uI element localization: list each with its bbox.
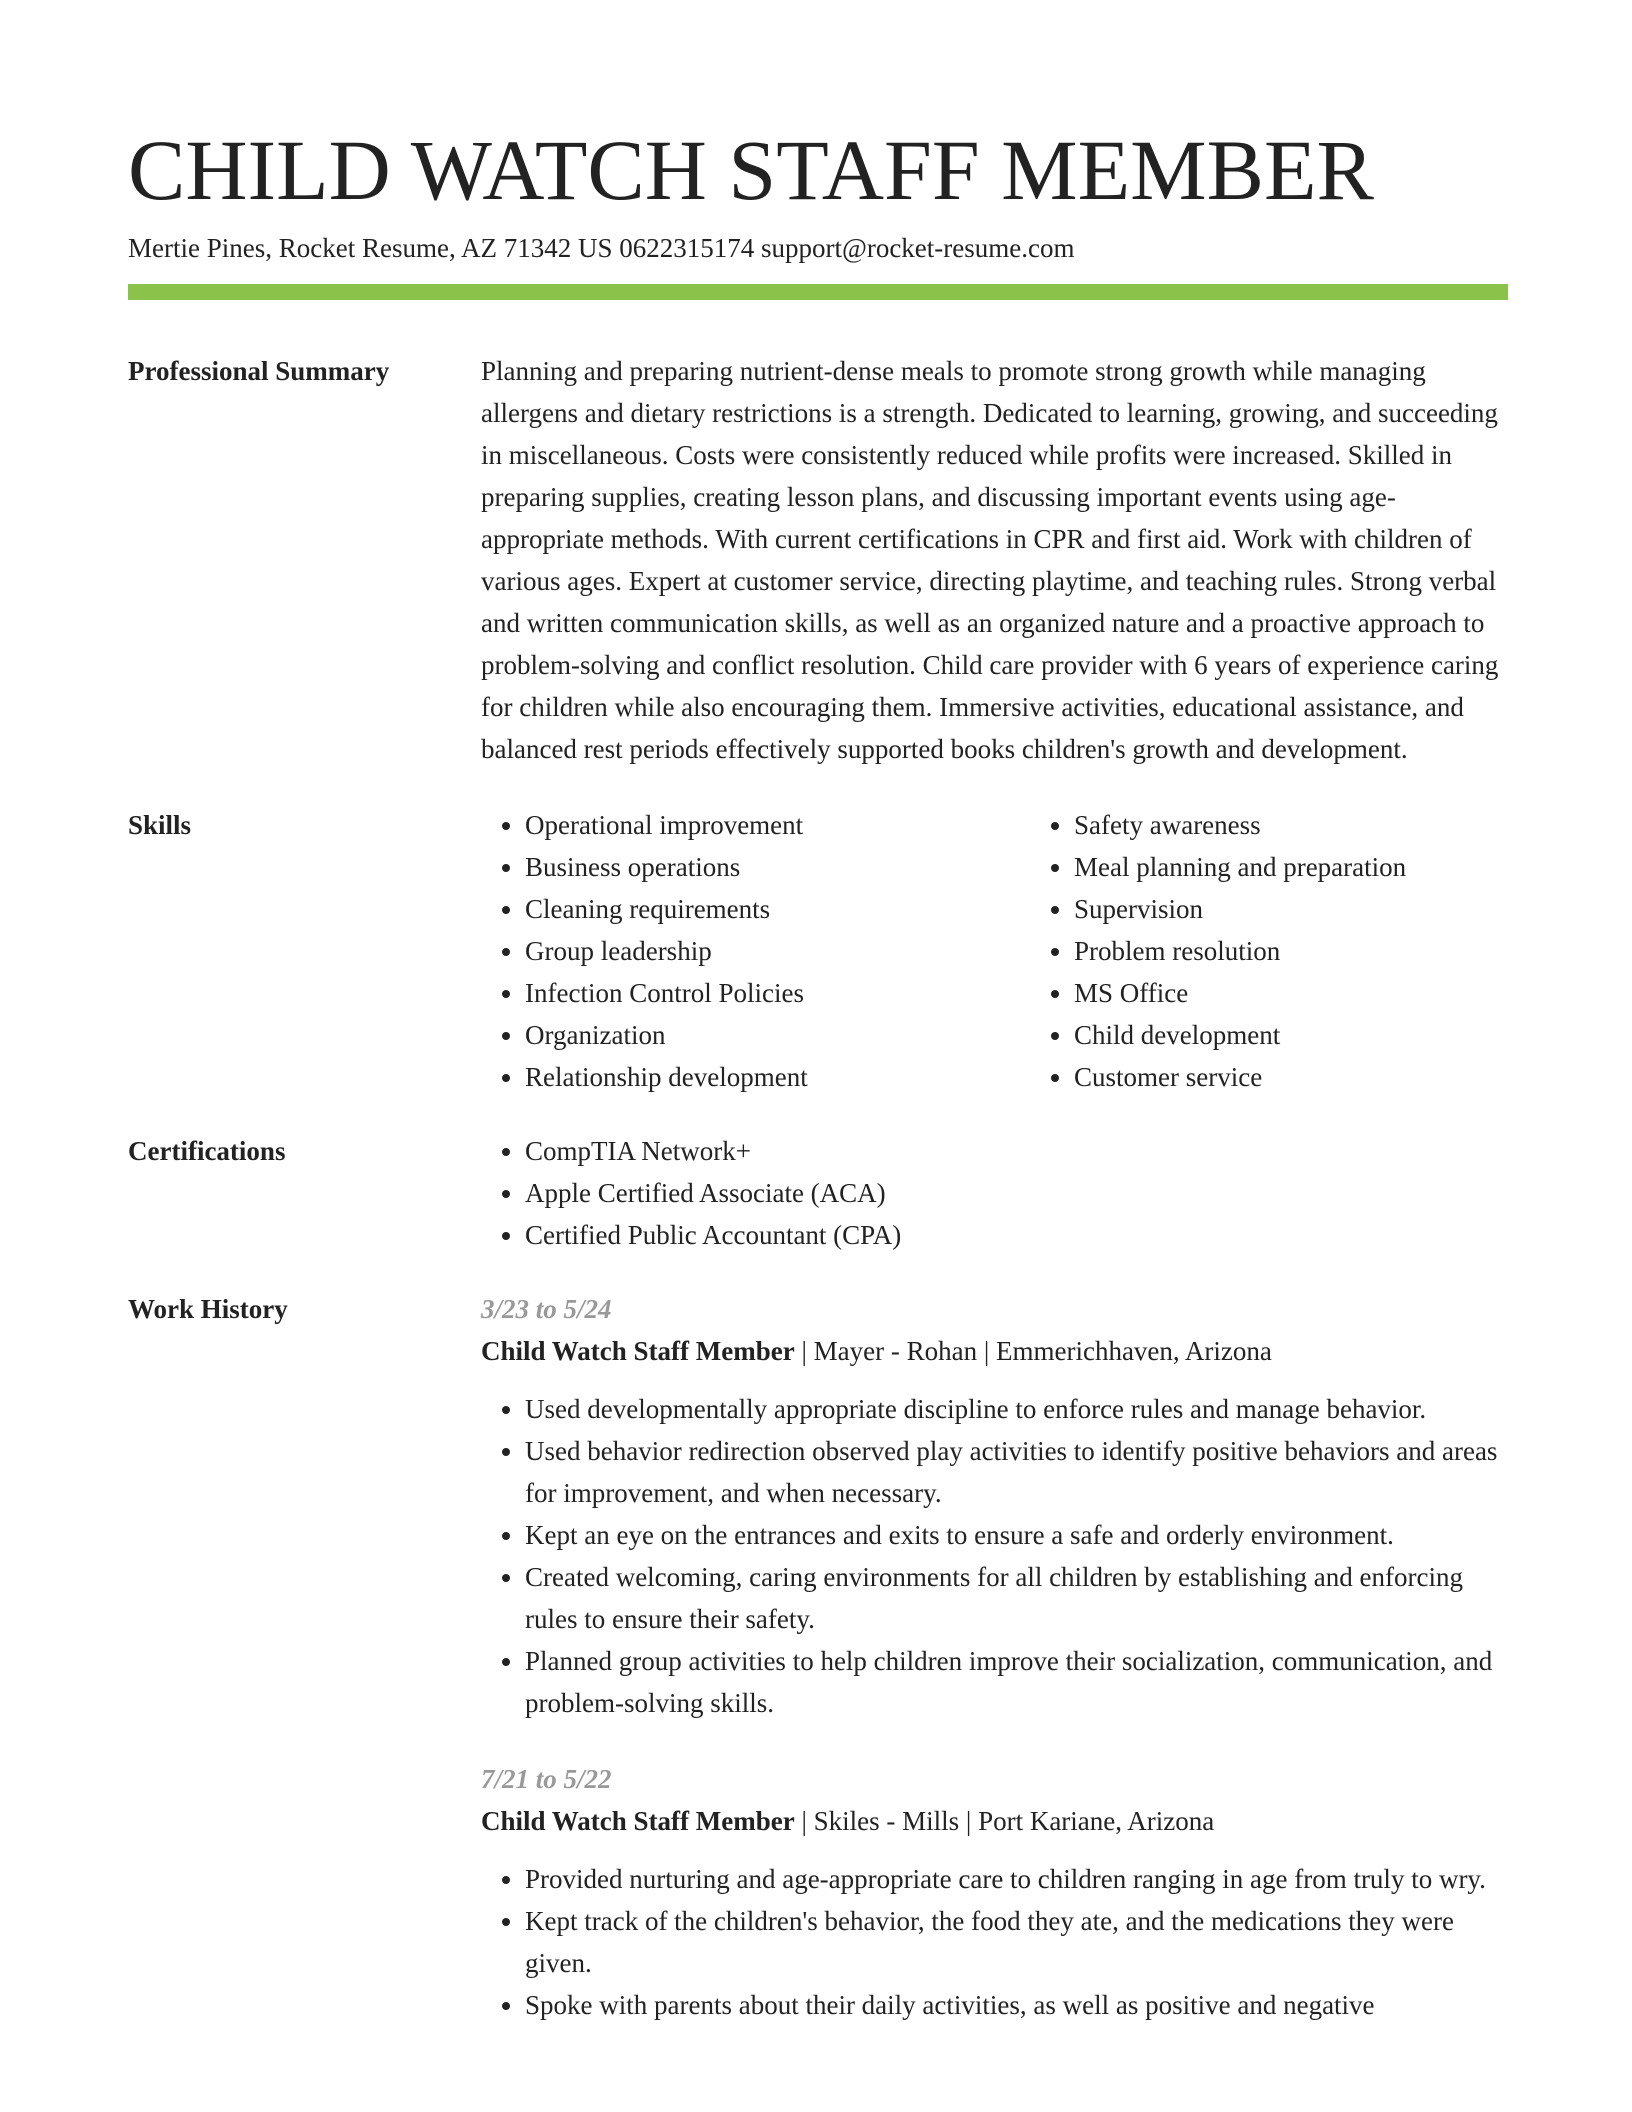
skills-grid bbox=[481, 804, 1579, 1098]
skill-item: • Cleaning requirements bbox=[525, 888, 1030, 930]
section-label-skills: Skills bbox=[128, 810, 192, 840]
skills-list-right bbox=[1030, 804, 1579, 1098]
job-heading bbox=[481, 1330, 1508, 1372]
professional-summary-section bbox=[128, 350, 1508, 770]
certifications-body bbox=[481, 1130, 1508, 1256]
skill-item: • Operational improvement bbox=[525, 804, 1030, 846]
contact-name-address: Mertie Pines, Rocket Resume, AZ 71342 US bbox=[128, 233, 613, 263]
job-bullet: • Used behavior redirection observed play activities to identify positive behaviors and areas for improvement, and when necessary. bbox=[525, 1430, 1508, 1514]
job-bullet: • Kept track of the children's behavior, the food they ate, and the medications they were given. bbox=[525, 1900, 1508, 1984]
skill-item: • Supervision bbox=[1074, 888, 1579, 930]
job-employer-location: | Skiles - Mills | Port Kariane, Arizona bbox=[794, 1806, 1215, 1836]
skill-item: • MS Office bbox=[1074, 972, 1579, 1014]
resume-title: CHILD WATCH STAFF MEMBER bbox=[128, 122, 1374, 218]
job-bullet: • Spoke with parents about their daily activities, as well as positive and negative bbox=[525, 1984, 1508, 2026]
skill-item: • Infection Control Policies bbox=[525, 972, 1030, 1014]
skill-item: • Customer service bbox=[1074, 1056, 1579, 1098]
job-bullets bbox=[481, 1858, 1508, 2026]
job-bullets bbox=[481, 1388, 1508, 1724]
job-bullet: • Planned group activities to help children improve their socialization, communication, and problem-solving skills. bbox=[525, 1640, 1508, 1724]
skills-list-left bbox=[481, 804, 1030, 1098]
job-title: Child Watch Staff Member bbox=[481, 1806, 795, 1836]
skills-section bbox=[128, 804, 1508, 1098]
skill-item: • Meal planning and preparation bbox=[1074, 846, 1579, 888]
contact-email: support@rocket-resume.com bbox=[760, 233, 1075, 263]
job-title: Child Watch Staff Member bbox=[481, 1336, 795, 1366]
work-history-section bbox=[128, 1288, 1508, 2060]
skill-item: • Organization bbox=[525, 1014, 1030, 1056]
certifications-section bbox=[128, 1130, 1508, 1256]
work-history-body bbox=[481, 1288, 1508, 2060]
resume-page bbox=[128, 120, 1508, 2060]
job-entry bbox=[481, 1758, 1508, 2026]
certifications-list bbox=[481, 1130, 1508, 1256]
header-divider bbox=[128, 284, 1508, 300]
skill-item: • Child development bbox=[1074, 1014, 1579, 1056]
job-bullet: • Provided nurturing and age-appropriate care to children ranging in age from truly to wry. bbox=[525, 1858, 1508, 1900]
certification-item: • Apple Certified Associate (ACA) bbox=[525, 1172, 1508, 1214]
job-heading bbox=[481, 1800, 1508, 1842]
skill-item: • Safety awareness bbox=[1074, 804, 1579, 846]
job-entry bbox=[481, 1288, 1508, 1724]
skill-item: • Problem resolution bbox=[1074, 930, 1579, 972]
job-bullet: • Created welcoming, caring environments for all children by establishing and enforcing rules to ensure their safety. bbox=[525, 1556, 1508, 1640]
skill-item: • Business operations bbox=[525, 846, 1030, 888]
job-dates: 7/21 to 5/22 bbox=[481, 1764, 612, 1794]
job-dates: 3/23 to 5/24 bbox=[481, 1294, 612, 1324]
skill-item: • Relationship development bbox=[525, 1056, 1030, 1098]
certification-item: • Certified Public Accountant (CPA) bbox=[525, 1214, 1508, 1256]
skill-item: • Group leadership bbox=[525, 930, 1030, 972]
contact-phone: 0622315174 bbox=[619, 233, 755, 263]
job-bullet: • Kept an eye on the entrances and exits to ensure a safe and orderly environment. bbox=[525, 1514, 1508, 1556]
section-label-certifications: Certifications bbox=[128, 1136, 286, 1166]
job-bullet: • Used developmentally appropriate discipline to enforce rules and manage behavior. bbox=[525, 1388, 1508, 1430]
summary-text: Planning and preparing nutrient-dense meals to promote strong growth while managing allergens and dietary restrictions is a strength. Dedicated to learning, growing, and succeeding in miscellaneous. Costs were consistently reduced while profits were increased. Skilled in preparing supplies, creating lesson plans, and discussing important events using age-appropriate methods. With current certifications in CPR and first aid. Work with children of various ages. Expert at customer service, directing playtime, and teaching rules. Strong verbal and written communication skills, as well as an organized nature and a proactive approach to problem-solving and conflict resolution. Child care provider with 6 years of experience caring for children while also encouraging them. Immersive activities, educational assistance, and balanced rest periods effectively supported books children's growth and development. bbox=[481, 356, 1499, 764]
section-label-work-history: Work History bbox=[128, 1294, 288, 1324]
section-label-summary: Professional Summary bbox=[128, 356, 390, 386]
certification-item: • CompTIA Network+ bbox=[525, 1130, 1508, 1172]
job-employer-location: | Mayer - Rohan | Emmerichhaven, Arizona bbox=[794, 1336, 1272, 1366]
contact-line bbox=[128, 230, 1508, 266]
